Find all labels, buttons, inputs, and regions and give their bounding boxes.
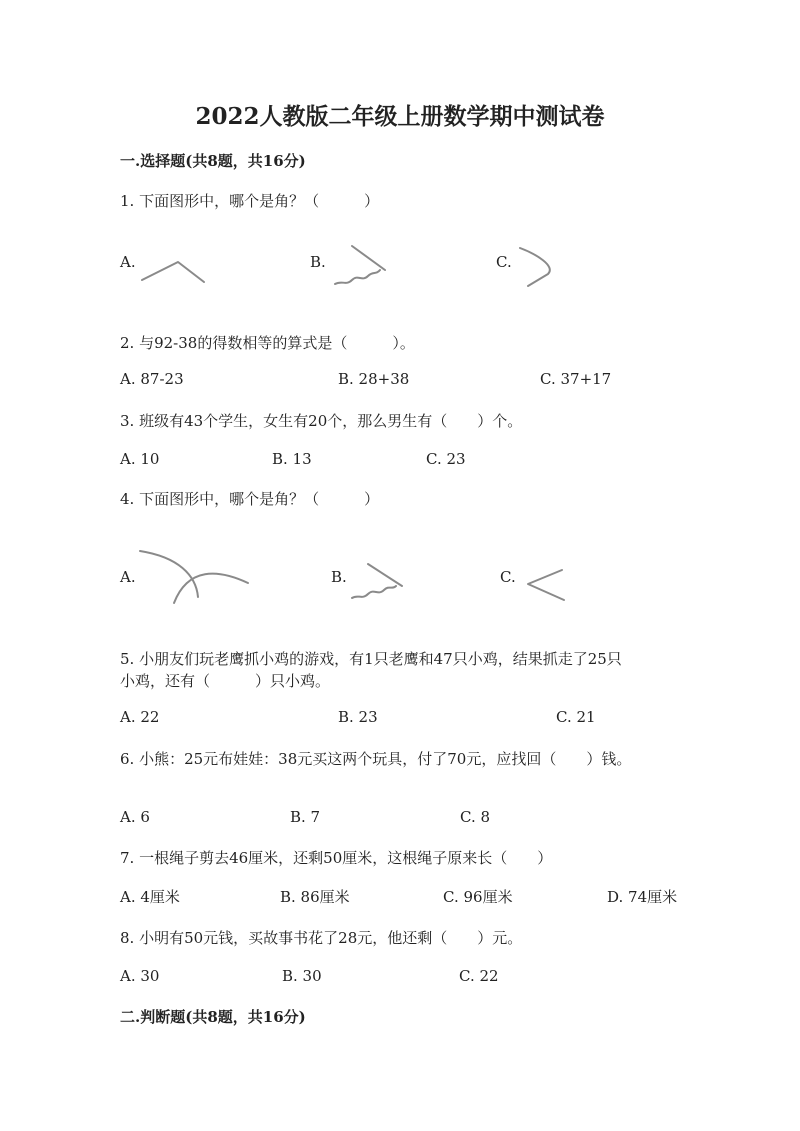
- q3-option-b: B. 13: [272, 450, 312, 468]
- q7-option-c: C. 96厘米: [443, 888, 513, 906]
- question-7: 7. 一根绳子剪去46厘米，还剩50厘米，这根绳子原来长（ ）: [120, 849, 553, 867]
- q7-option-d: D. 74厘米: [607, 888, 678, 906]
- q6-option-c: C. 8: [460, 808, 491, 826]
- q1-figure-c-curved-shape: [516, 244, 561, 289]
- q8-option-a: A. 30: [120, 967, 160, 985]
- question-5-line-2: 小鸡，还有（ ）只小鸡。: [120, 672, 331, 690]
- q4-option-b: B.: [331, 568, 347, 586]
- q2-option-c: C. 37+17: [540, 370, 612, 388]
- q1-option-c: C.: [496, 253, 512, 271]
- q5-option-b: B. 23: [338, 708, 378, 726]
- q3-option-a: A. 10: [120, 450, 160, 468]
- question-8: 8. 小明有50元钱，买故事书花了28元，他还剩（ ）元。: [120, 929, 523, 947]
- q4-figure-a-crossing-curves: [138, 547, 253, 605]
- q6-option-b: B. 7: [290, 808, 321, 826]
- q7-option-b: B. 86厘米: [280, 888, 350, 906]
- question-1: 1. 下面图形中，哪个是角？（ ）: [120, 192, 380, 210]
- question-3: 3. 班级有43个学生，女生有20个，那么男生有（ ）个。: [120, 412, 523, 430]
- q3-option-c: C. 23: [426, 450, 466, 468]
- question-2: 2. 与92-38的得数相等的算式是（ ）。: [120, 334, 415, 352]
- question-6: 6. 小熊：25元布娃娃：38元买这两个玩具，付了70元，应找回（ ）钱。: [120, 750, 632, 768]
- q1-option-b: B.: [310, 253, 326, 271]
- q4-option-a: A.: [120, 568, 136, 586]
- q7-option-a: A. 4厘米: [120, 888, 180, 906]
- q8-option-b: B. 30: [282, 967, 322, 985]
- page-title: 2022人教版二年级上册数学期中测试卷: [195, 103, 605, 130]
- q2-option-b: B. 28+38: [338, 370, 410, 388]
- q1-figure-b-wavy-angle: [330, 244, 390, 289]
- q2-option-a: A. 87-23: [120, 370, 184, 388]
- q1-figure-a-angle: [140, 258, 210, 284]
- q6-option-a: A. 6: [120, 808, 150, 826]
- section-heading-choice: 一.选择题(共8题，共16分): [120, 152, 306, 170]
- q4-figure-c-angle: [524, 568, 569, 604]
- q5-option-a: A. 22: [120, 708, 160, 726]
- q4-figure-b-wavy-angle: [348, 560, 408, 605]
- q1-option-a: A.: [120, 253, 136, 271]
- question-5-line-1: 5. 小朋友们玩老鹰抓小鸡的游戏，有1只老鹰和47只小鸡，结果抓走了25只: [120, 650, 622, 668]
- q8-option-c: C. 22: [459, 967, 499, 985]
- q5-option-c: C. 21: [556, 708, 596, 726]
- question-4: 4. 下面图形中，哪个是角？（ ）: [120, 490, 380, 508]
- q4-option-c: C.: [500, 568, 516, 586]
- section-heading-judgement: 二.判断题(共8题，共16分): [120, 1008, 306, 1026]
